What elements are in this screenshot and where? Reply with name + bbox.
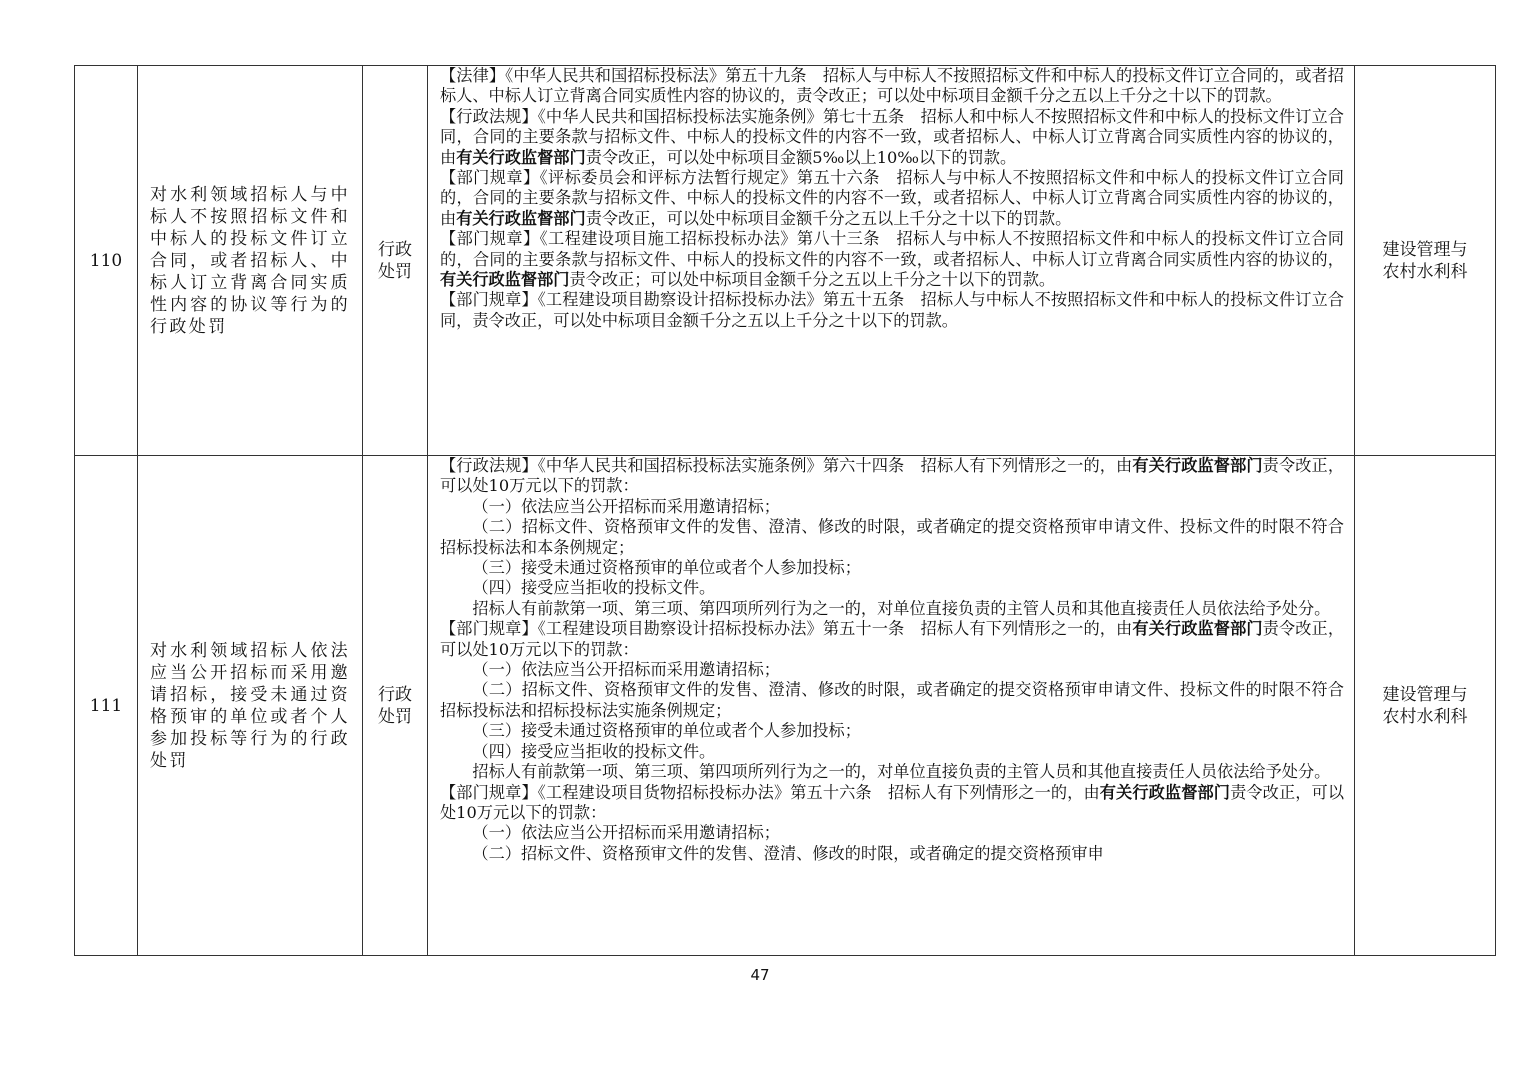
department-line: 农村水利科 [1382, 706, 1468, 727]
basis-text: 【部门规章】《工程建设项目勘察设计招标投标办法》第五十一条 招标人有下列情形之一的，由 [440, 619, 1133, 639]
basis-text: 责令改正，可以处10万元以下的罚款： [440, 782, 1344, 822]
basis-text: 【部门规章】《工程建设项目勘察设计招标投标办法》第五十五条 招标人与中标人不按照招标文件和中标人的投标文件订立合同，责令改正，可以处中标项目金额千分之五以上千分之十以下的罚款。 [440, 290, 1344, 330]
row-number: 111 [75, 456, 138, 956]
penalty-item: 对水利领域招标人与中标人不按照招标文件和中标人的投标文件订立合同，或者招标人、中标人订立背离合同实质性内容的协议等行为的行政处罚 [138, 66, 363, 456]
basis-text: 【部门规章】《工程建设项目施工招标投标办法》第八十三条 招标人与中标人不按照招标文件和中标人的投标文件订立合同的，合同的主要条款与招标文件、中标人的投标文件的内容不一致，或者招标人、中标人订立背离合同实质性内容的协议的， [440, 229, 1344, 269]
basis-text: 【部门规章】《评标委员会和评标方法暂行规定》第五十六条 招标人与中标人不按照招标文件和中标人的投标文件订立合同的，合同的主要条款与招标文件、中标人的投标文件的内容不一致，或者招标人、中标人订立背离合同实质性内容的协议的，由 [440, 168, 1344, 228]
authority-emphasis: 有关行政监督部门 [440, 270, 570, 290]
basis-text: 【行政法规】《中华人民共和国招标投标法实施条例》第六十四条 招标人有下列情形之一的，由 [440, 456, 1133, 475]
basis-clause: （一）依法应当公开招标而采用邀请招标； [472, 496, 780, 516]
basis-clause: （一）依法应当公开招标而采用邀请招标； [472, 660, 780, 680]
penalty-type-line: 行政 [378, 684, 412, 705]
penalty-type [363, 66, 428, 456]
basis-text: 责令改正，可以处10万元以下的罚款： [440, 619, 1344, 659]
basis-paragraph [440, 229, 1344, 290]
department-line: 农村水利科 [1382, 261, 1468, 282]
basis-text: 责令改正，可以处中标项目金额5‰以上10‰以下的罚款。 [585, 147, 1017, 167]
penalty-item: 对水利领域招标人依法应当公开招标而采用邀请招标，接受未通过资格预审的单位或者个人参加投标等行为的行政处罚 [138, 456, 363, 956]
basis-text: 【法律】《中华人民共和国招标投标法》第五十九条 招标人与中标人不按照招标文件和中标人的投标文件订立合同的，或者招标人、中标人订立背离合同实质性内容的协议的，责令改正；可以处中标项目金额千分之五以上千分之十以下的罚款。 [440, 66, 1344, 106]
basis-clause: （三）接受未通过资格预审的单位或者个人参加投标； [472, 721, 861, 741]
authority-emphasis: 有关行政监督部门 [1099, 782, 1231, 802]
responsible-department [1355, 456, 1496, 956]
basis-text: 【行政法规】《中华人民共和国招标投标法实施条例》第七十五条 招标人和中标人不按照招标文件和中标人的投标文件订立合同，合同的主要条款与招标文件、中标人的投标文件的内容不一致，或者招标人、中标人订立背离合同实质性内容的协议的，由 [440, 106, 1344, 167]
legal-basis-body [440, 456, 1344, 955]
penalty-type-line: 处罚 [378, 261, 412, 282]
basis-clause: （三）接受未通过资格预审的单位或者个人参加投标； [472, 558, 861, 578]
basis-clause: （四）接受应当拒收的投标文件。 [472, 741, 716, 761]
penalty-type [363, 456, 428, 956]
basis-clause: 招标人有前款第一项、第三项、第四项所列行为之一的，对单位直接负责的主管人员和其他直接责任人员依法给予处分。 [472, 762, 1331, 782]
basis-clause: （二）招标文件、资格预审文件的发售、澄清、修改的时限，或者确定的提交资格预审申请文件、投标文件的时限不符合招标投标法和招标投标法实施条例规定； [440, 680, 1344, 720]
penalty-table [74, 65, 1496, 956]
authority-emphasis: 有关行政监督部门 [1132, 619, 1263, 639]
basis-text: 责令改正，可以处中标项目金额千分之五以上千分之十以下的罚款。 [585, 208, 1072, 228]
department-line: 建设管理与 [1382, 239, 1468, 260]
table-row [75, 66, 1496, 456]
table-row [75, 456, 1496, 956]
basis-clause: 招标人有前款第一项、第三项、第四项所列行为之一的，对单位直接负责的主管人员和其他直接责任人员依法给予处分。 [472, 598, 1331, 618]
basis-clause: （二）招标文件、资格预审文件的发售、澄清、修改的时限，或者确定的提交资格预审申 [472, 843, 1104, 863]
penalty-type-line: 行政 [378, 239, 412, 260]
legal-basis [428, 66, 1355, 456]
department-line: 建设管理与 [1382, 684, 1468, 705]
page-number: 47 [750, 966, 770, 984]
authority-emphasis: 有关行政监督部门 [1132, 456, 1263, 475]
basis-paragraph [440, 168, 1344, 229]
basis-paragraph [440, 66, 1344, 107]
basis-text: 【部门规章】《工程建设项目货物招标投标办法》第五十六条 招标人有下列情形之一的，由 [440, 782, 1100, 802]
basis-paragraph [440, 783, 1344, 824]
row-number: 110 [75, 66, 138, 456]
basis-clause: （一）依法应当公开招标而采用邀请招标； [472, 823, 780, 843]
basis-paragraph [440, 290, 1344, 331]
penalty-type-line: 处罚 [378, 706, 412, 727]
basis-paragraph [440, 456, 1344, 497]
responsible-department [1355, 66, 1496, 456]
basis-text: 责令改正；可以处中标项目金额千分之五以上千分之十以下的罚款。 [569, 270, 1056, 290]
authority-emphasis: 有关行政监督部门 [456, 147, 586, 167]
authority-emphasis: 有关行政监督部门 [456, 208, 586, 228]
basis-paragraph [440, 107, 1344, 168]
basis-paragraph [440, 619, 1344, 660]
basis-clause: （四）接受应当拒收的投标文件。 [472, 578, 716, 598]
legal-basis [428, 456, 1355, 956]
basis-clause: （二）招标文件、资格预审文件的发售、澄清、修改的时限，或者确定的提交资格预审申请文件、投标文件的时限不符合招标投标法和本条例规定； [440, 517, 1344, 557]
basis-text: 责令改正，可以处10万元以下的罚款： [440, 456, 1344, 496]
legal-basis-body [440, 66, 1344, 455]
